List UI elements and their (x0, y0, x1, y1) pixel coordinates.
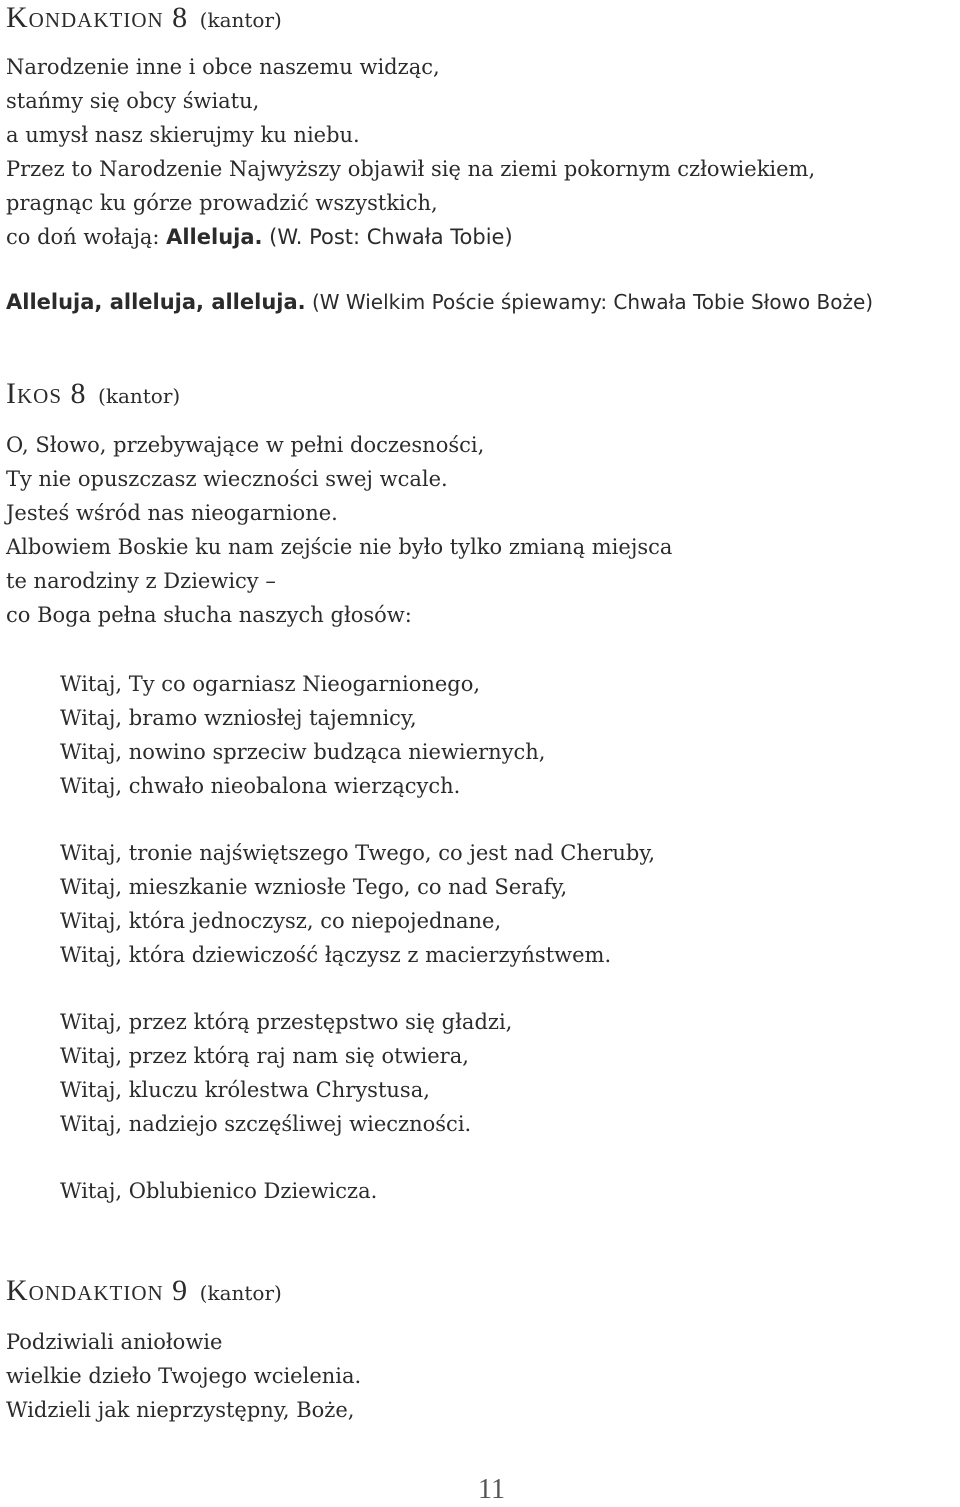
ikos-8-line-5: te narodziny z Dziewicy – (6, 569, 276, 593)
stanza-1-line-2: Witaj, bramo wzniosłej tajemnicy, (60, 706, 417, 730)
ikos-8-note: (kantor) (98, 384, 181, 408)
kondaktion-8-line-6 (6, 220, 513, 254)
kondaktion-8-line-6-suffix: (W. Post: Chwała Tobie) (262, 225, 513, 249)
closing-line: Witaj, Oblubienico Dziewicza. (60, 1179, 378, 1203)
stanza-1-line-4: Witaj, chwało nieobalona wierzących. (60, 774, 461, 798)
kondaktion-8-line-2: stańmy się obcy światu, (6, 89, 260, 113)
ikos-8-line-6: co Boga pełna słucha naszych głosów: (6, 603, 412, 627)
refrain-line (6, 285, 873, 319)
kondaktion-8-line-4: Przez to Narodzenie Najwyższy objawił się na ziemi pokornym człowiekiem, (6, 157, 816, 181)
ikos-8-title: Ikos 8 (6, 377, 87, 410)
kondaktion-8-heading (6, 0, 282, 38)
refrain-alleluja: Alleluja, alleluja, alleluja. (6, 290, 306, 314)
stanza-1-line-3: Witaj, nowino sprzeciw budząca niewiernych, (60, 740, 546, 764)
stanza-3-line-4: Witaj, nadziejo szczęśliwej wieczności. (60, 1112, 472, 1136)
kondaktion-8-line-3: a umysł nasz skierujmy ku niebu. (6, 123, 360, 147)
kondaktion-9-line-1: Podziwiali aniołowie (6, 1330, 223, 1354)
page-number: 11 (478, 1474, 505, 1505)
kondaktion-8-line-6-prefix: co doń wołają: (6, 225, 167, 249)
ikos-8-line-1: O, Słowo, przebywające w pełni doczesności, (6, 433, 485, 457)
stanza-2-line-2: Witaj, mieszkanie wzniosłe Tego, co nad Serafy, (60, 875, 568, 899)
stanza-2-line-1: Witaj, tronie najświętszego Twego, co jest nad Cheruby, (60, 841, 656, 865)
stanza-2-line-3: Witaj, która jednoczysz, co niepojednane, (60, 909, 502, 933)
stanza-3-line-1: Witaj, przez którą przestępstwo się gładzi, (60, 1010, 513, 1034)
refrain-note: (W Wielkim Poście śpiewamy: Chwała Tobie Słowo Boże) (305, 290, 874, 314)
ikos-8-line-3: Jesteś wśród nas nieogarnione. (6, 501, 338, 525)
kondaktion-9-note: (kantor) (199, 1281, 282, 1305)
kondaktion-9-title: Kondaktion 9 (6, 1274, 189, 1307)
kondaktion-9-heading (6, 1273, 282, 1311)
kondaktion-8-note: (kantor) (199, 8, 282, 32)
kondaktion-8-alleluja: Alleluja. (166, 225, 263, 249)
ikos-8-heading (6, 376, 180, 414)
stanza-3-line-3: Witaj, kluczu królestwa Chrystusa, (60, 1078, 430, 1102)
kondaktion-8-title: Kondaktion 8 (6, 1, 189, 34)
stanza-2-line-4: Witaj, która dziewiczość łączysz z macierzyństwem. (60, 943, 612, 967)
ikos-8-line-2: Ty nie opuszczasz wieczności swej wcale. (6, 467, 448, 491)
kondaktion-9-line-2: wielkie dzieło Twojego wcielenia. (6, 1364, 362, 1388)
kondaktion-9-line-3: Widzieli jak nieprzystępny, Boże, (6, 1398, 355, 1422)
kondaktion-8-line-5: pragnąc ku górze prowadzić wszystkich, (6, 191, 438, 215)
kondaktion-8-line-1: Narodzenie inne i obce naszemu widząc, (6, 55, 440, 79)
ikos-8-line-4: Albowiem Boskie ku nam zejście nie było tylko zmianą miejsca (6, 535, 673, 559)
stanza-3-line-2: Witaj, przez którą raj nam się otwiera, (60, 1044, 469, 1068)
stanza-1-line-1: Witaj, Ty co ogarniasz Nieogarnionego, (60, 672, 481, 696)
